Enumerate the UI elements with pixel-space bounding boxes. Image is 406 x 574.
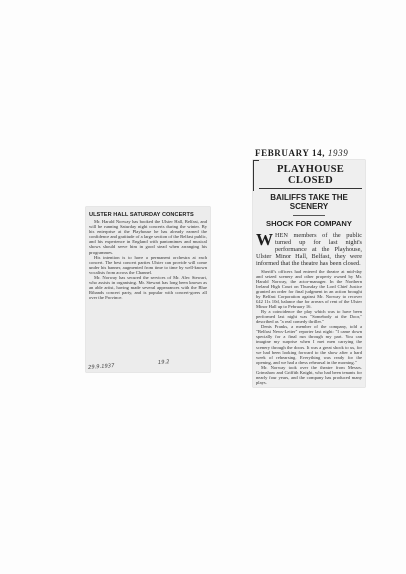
dateline-year: 1939 [327, 148, 349, 158]
playhouse-paragraph: By a coincidence the play which was to have been performed last night was "Somebody at the Door," described as "a real comedy thriller." [256, 309, 362, 325]
ulster-hall-clipping [86, 207, 210, 372]
dateline-month-day: FEBRUARY 14, [255, 148, 326, 158]
ulster-hall-paragraph: His intention is to have a permanent orchestra at each concert. The best concert parties Ulster can provide will come under his banner, augmented from time to time by well-known vocalists from across the Channel. [89, 254, 207, 275]
ulster-hall-paragraph: Mr. Norway has secured the services of Mr. Alec Stewart, who assists in organising. Mr. Stewart has long been known as an able artist, having made several appearances with the Blue Ribands concert party, and is popular with concert-goers all over the Province. [89, 275, 207, 301]
playhouse-paragraph: Sheriff's officers had entered the theatre at mid-day and seized scenery and other property owned by Mr. Harald Norway, the actor-manager. In the Northern Ireland High Court on Thursday the Lord Chief Justice granted an order for final judgment in an action brought by Belfast Corporation against Mr. Norway to recover £42 11s 10d, balance due for arrears of rent of the Ulster Minor Hall up to February 16. [256, 268, 362, 310]
playhouse-subheadline-2: SHOCK FOR COMPANY [266, 218, 352, 228]
lead-text: HEN members of the public turned up for last night's performance at the Playhouse, Ulster Minor Hall, Belfast, they were informed that the theatre has been closed. [256, 231, 362, 267]
divider-rule [293, 215, 325, 216]
handwritten-date: 29.9.1937 [87, 363, 115, 371]
handwritten-note: 19.2 [157, 359, 170, 366]
ulster-hall-paragraph: Mr. Harald Norway has booked the Ulster Hall, Belfast, and will be running Saturday night concerts during the winter. By his enterprise at the Playhouse he has already earned the confidence and gratitude of a large section of the Belfast public, and his experience in England with pantomimes and musical shows should serve him in good stead when arranging his programmes. [89, 219, 207, 255]
playhouse-headline: PLAYHOUSE CLOSED [259, 164, 362, 189]
drop-cap: W [256, 229, 273, 249]
headline-bracket [253, 160, 259, 191]
playhouse-clipping [253, 160, 365, 387]
ulster-hall-body [89, 219, 207, 301]
playhouse-dateline [255, 148, 348, 158]
ulster-hall-headline: ULSTER HALL SATURDAY CONCERTS [89, 212, 194, 218]
playhouse-body [256, 269, 362, 385]
playhouse-lead-paragraph [256, 229, 362, 267]
playhouse-paragraph: Mr. Norway took over the theatre from Messrs. Grimshaw and Griffith Knight, who had been tenants for nearly four years, and the company has produced many plays. [256, 364, 362, 385]
playhouse-paragraph: Denis Franks, a member of the company, told a "Belfast News-Letter" reporter last night: "I came down specially for a final run through my part. You can imagine my surprise when I met men carrying the scenery through the doors. It was a great shock to us, for we had been looking forward to the show after a hard week of rehearsing. Everything was ready for the opening, and we had a dress rehearsal in the morning." [256, 324, 362, 365]
playhouse-subheadline: BAILIFFS TAKE THE SCENERY [270, 193, 348, 212]
